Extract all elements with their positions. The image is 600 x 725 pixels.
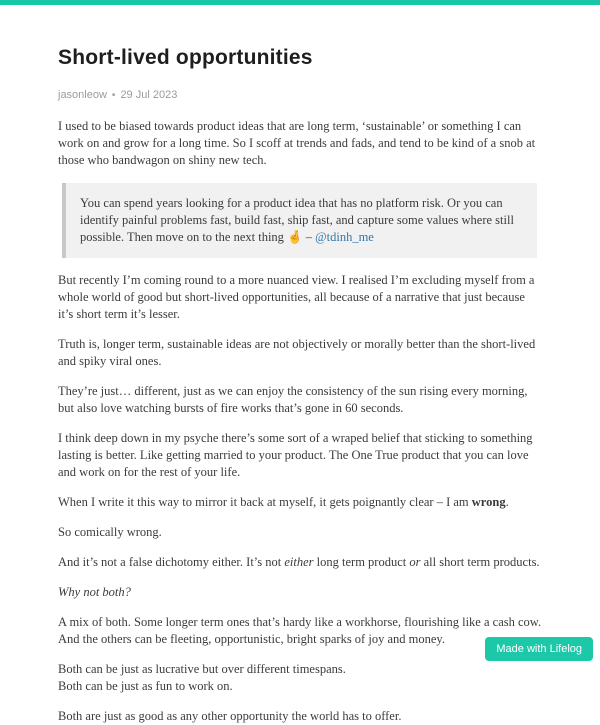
article-body: [58, 118, 542, 725]
byline: [58, 89, 542, 101]
paragraph: So comically wrong.: [58, 525, 162, 539]
paragraph: They’re just… different, just as we can enjoy the consistency of the sun rising every morning, but also love watching bursts of fire works that’s gone in 60 seconds.: [58, 384, 528, 415]
italic-text: or: [409, 555, 421, 569]
byline-separator: •: [111, 90, 116, 101]
paragraph: I think deep down in my psyche there’s some sort of a wraped belief that sticking to something lasting is better. Like getting married to your product. The One True product that you can love and work on for the rest of your life.: [58, 431, 533, 479]
paragraph: A mix of both. Some longer term ones that’s hardy like a workhorse, flourishing like a cash cow. And the others can be fleeting, opportunistic, bright sparks of joy and money.: [58, 615, 542, 646]
post-date: 29 Jul 2023: [120, 89, 178, 101]
paragraph: But recently I’m coming round to a more nuanced view. I realised I’m excluding myself from a whole world of good but short-lived opportunities, all because of a narrative that just because it’s short term it’s lesser.: [58, 273, 535, 321]
made-with-lifelog-button[interactable]: Made with Lifelog: [485, 637, 593, 661]
italic-text: either: [284, 555, 314, 569]
blockquote: You can spend years looking for a product idea that has no platform risk. Or you can identify painful problems fast, build fast, ship fast, and capture some values where still possible. Then move on to the next thing 🤞 – @tdinh_me: [62, 183, 537, 258]
article-container: [0, 5, 600, 725]
paragraph: I used to be biased towards product ideas that are long term, ‘sustainable’ or something I can work on and grow for a long time. So I scoff at trends and fads, and tend to be kind of a snob at those who bandwagon on shiny new tech.: [58, 119, 536, 167]
italic-text: Why not both?: [58, 585, 131, 599]
paragraph: And it’s not a false dichotomy either. It’s not either long term product or all short term products.: [58, 555, 540, 569]
paragraph: When I write it this way to mirror it back at myself, it gets poignantly clear – I am wrong.: [58, 495, 509, 509]
paragraph: Truth is, longer term, sustainable ideas are not objectively or morally better than the short-lived and spiky viral ones.: [58, 337, 536, 368]
paragraph: Both are just as good as any other opportunity the world has to offer.: [58, 709, 402, 723]
twitter-handle-link[interactable]: @tdinh_me: [315, 230, 374, 244]
paragraph: [58, 584, 542, 601]
author-link[interactable]: jasonleow: [58, 89, 107, 101]
bold-text: wrong: [471, 495, 506, 509]
paragraph: Both can be just as lucrative but over different timespans. Both can be just as fun to work on.: [58, 662, 346, 693]
page-title: Short-lived opportunities: [58, 46, 313, 69]
